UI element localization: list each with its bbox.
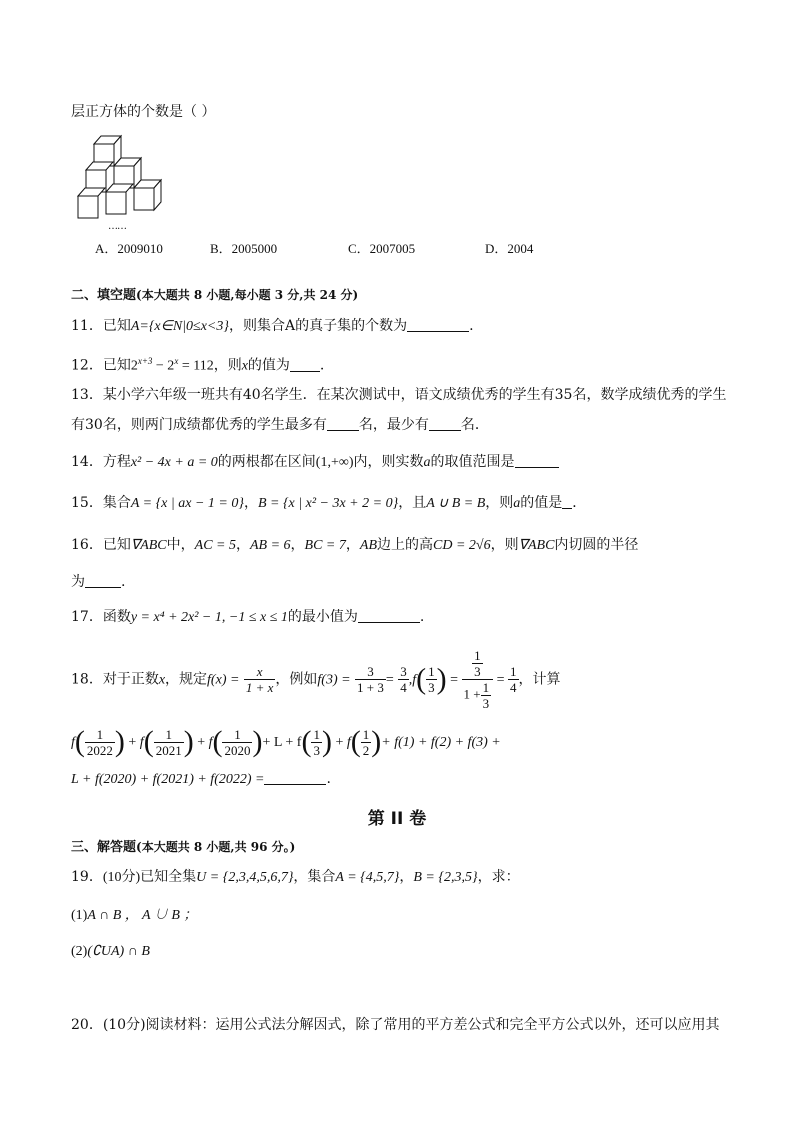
section2-heading: 二、填空题(本大题共 8 小题,每小题 3 分,共 24 分) — [71, 288, 359, 303]
option-b: B．2005000 — [210, 241, 278, 256]
question-16-line1: 16．已知∇ABC中，AC = 5，AB = 6，BC = 7，AB边上的高CD = 2√6，则∇ABC内切圆的半径 — [71, 537, 639, 553]
part2-title: 第 II 卷 — [367, 809, 427, 829]
option-d: D．2004 — [485, 241, 534, 256]
question-18-line3: L + f(2020) + f(2021) + f(2022) = . — [71, 771, 331, 787]
q10-text: 层正方体的个数是（ ） — [71, 104, 216, 120]
question-13-line2: 有30名，则两门成绩都优秀的学生最多有 名，最少有 名． — [71, 417, 489, 433]
cube-stack-figure — [74, 132, 174, 222]
question-12: 12．已知$2^{x+3} - 2^x = 112$，则x的值为 . — [71, 356, 325, 374]
question-19: 19．(10分)已知全集U = {2,3,4,5,6,7}，集合A = {4,5,7}，B = {2,3,5}，求： — [71, 869, 520, 885]
question-19-part1: (1)A ∩ B ， A ∪ B ； — [71, 908, 198, 923]
question-18-line2: f( $\frac{1}{2022}$ ) + f( $\frac{1}{2021}$ ) + f( $\frac{1}{2020}$ )+ L + f( $\frac{1}{3}$ ) + f( $\frac{1}{2}$ )+ f(1) + f(2) + f(3) + — [71, 725, 501, 758]
section3-heading: 三、解答题(本大题共 8 小题,共 96 分。) — [71, 840, 296, 855]
question-18-line1: 18．对于正数x，规定f(x) = $\frac{x}{1 + x}$ ，例如f(3) = $\frac{3}{1 + 3}$ = $\frac{3}{4}$ ,f( $\frac{1}{3}$ ) = $\frac{1}{3}$ 1 + $\frac{1}{3}$ = $\frac{1}{4}$ ，计算 — [71, 648, 561, 711]
question-16-line2: 为 . — [71, 574, 126, 590]
question-11: 11．已知A={x∈N|0≤x<3}，则集合A的真子集的个数为 . — [71, 318, 474, 334]
question-20: 20．(10分)阅读材料：运用公式法分解因式，除了常用的平方差公式和完全平方公式以外，还可以应用其 — [71, 1017, 720, 1033]
question-14: 14．方程x² − 4x + a = 0的两根都在区间(1,+∞)内，则实数a的取值范围是 — [71, 453, 559, 472]
question-15: 15．集合A = {x | ax − 1 = 0}，B = {x | x² − 3x + 2 = 0}，且A ∪ B = B，则a的值是 ． — [71, 495, 587, 511]
option-a: A．2009010 — [95, 241, 163, 256]
question-17: 17．函数y = x⁴ + 2x² − 1, −1 ≤ x ≤ 1的最小值为 . — [71, 609, 425, 625]
option-c: C．2007005 — [348, 241, 416, 256]
ellipsis-dots: …… — [108, 221, 126, 232]
question-19-part2: (2)(∁UA) ∩ B — [71, 944, 150, 959]
question-13-line1: 13．某小学六年级一班共有40名学生．在某次测试中，语文成绩优秀的学生有35名，数学成绩优秀的学生 — [71, 387, 727, 403]
